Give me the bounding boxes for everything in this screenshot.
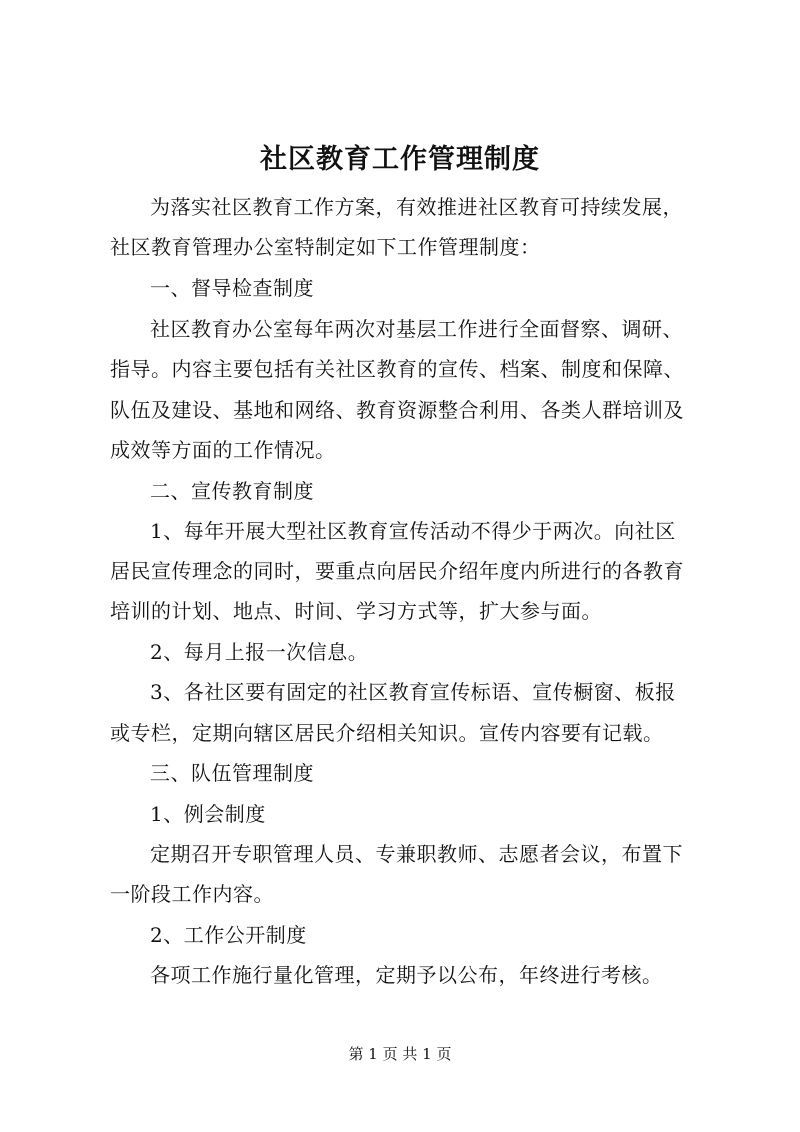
paragraph-line: 或专栏，定期向辖区居民介绍相关知识。宣传内容要有记载。: [110, 721, 664, 745]
paragraph-line: 为落实社区教育工作方案，有效推进社区教育可持续发展，: [150, 195, 683, 219]
paragraph-line: 培训的计划、地点、时间、学习方式等，扩大参与面。: [110, 599, 602, 623]
paragraph-line: 成效等方面的工作情况。: [110, 438, 336, 462]
subsection-heading: 2、工作公开制度: [150, 923, 307, 947]
paragraph-line: 社区教育办公室每年两次对基层工作进行全面督察、调研、: [150, 317, 683, 341]
paragraph-line: 1、每年开展大型社区教育宣传活动不得少于两次。向社区: [150, 519, 676, 543]
paragraph-line: 指导。内容主要包括有关社区教育的宣传、档案、制度和保障、: [110, 357, 684, 381]
paragraph-line: 居民宣传理念的同时，要重点向居民介绍年度内所进行的各教育: [110, 559, 684, 583]
paragraph-line: 2、每月上报一次信息。: [150, 640, 369, 664]
paragraph-line: 一阶段工作内容。: [110, 882, 274, 906]
page-number-footer: 第 1 页 共 1 页: [348, 1045, 452, 1063]
section-heading: 三、队伍管理制度: [150, 761, 314, 785]
section-heading: 一、督导检查制度: [150, 276, 314, 300]
document-title: 社区教育工作管理制度: [260, 144, 540, 175]
section-heading: 二、宣传教育制度: [150, 479, 314, 503]
subsection-heading: 1、例会制度: [150, 802, 266, 826]
paragraph-line: 社区教育管理办公室特制定如下工作管理制度：: [110, 235, 541, 259]
paragraph-line: 各项工作施行量化管理，定期予以公布，年终进行考核。: [150, 963, 663, 987]
paragraph-line: 定期召开专职管理人员、专兼职教师、志愿者会议，布置下: [150, 842, 683, 866]
paragraph-line: 3、各社区要有固定的社区教育宣传标语、宣传橱窗、板报: [150, 680, 676, 704]
paragraph-line: 队伍及建设、基地和网络、教育资源整合利用、各类人群培训及: [110, 398, 684, 422]
